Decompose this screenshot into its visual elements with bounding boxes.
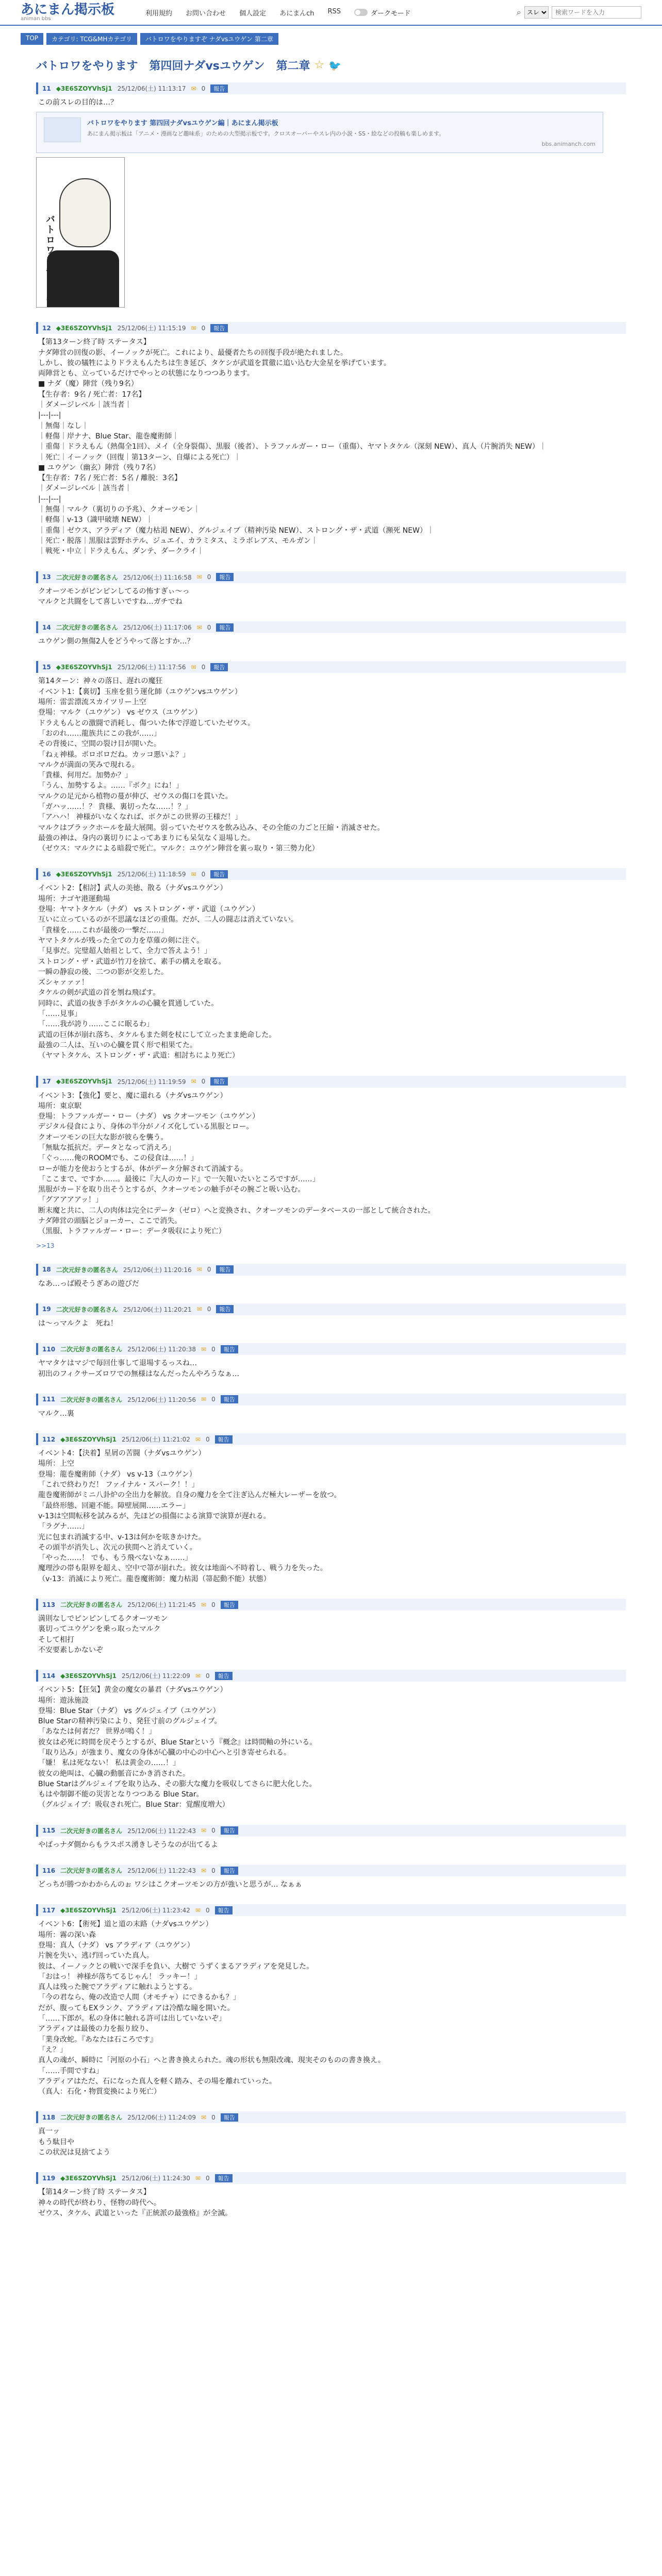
post-date: 25/12/06(土) 11:22:43 (127, 1867, 196, 1875)
thread-title-text: バトロワをやります 第四回ナダvsユウゲン 第二章 (36, 60, 310, 73)
nav-rss[interactable]: RSS (327, 7, 341, 15)
post (36, 2172, 626, 2218)
post-author: 二次元好きの匿名さん (60, 2114, 123, 2122)
post-number[interactable]: 111 (42, 1396, 56, 1403)
post-header (36, 322, 626, 334)
search-scope-select[interactable] (524, 6, 549, 19)
post-number[interactable]: 113 (42, 1601, 56, 1608)
search-icon[interactable]: ⌕ (517, 7, 521, 17)
breadcrumb-thread[interactable]: バトロワをやりますぞ ナダvsユウゲン 第二章 (140, 33, 278, 45)
post-date: 25/12/06(土) 11:22:09 (121, 1672, 190, 1680)
post-header (36, 1670, 626, 1682)
post-date: 25/12/06(土) 11:20:16 (123, 1266, 192, 1274)
post-header (36, 2172, 626, 2184)
post-author: ◆3E6SZOYVhSj1 (56, 870, 112, 878)
site-logo-sub: animan bbs (21, 16, 51, 22)
reply-count-icon[interactable]: ✉ (195, 1435, 201, 1443)
post-header (36, 1904, 626, 1916)
post-number[interactable]: 18 (42, 1266, 51, 1274)
post-body: 【第13ターン終了時 ステータス】 ナダ陣営の回復の影、イーノックが死亡。これにより、最優者たちの回復手段が絶たれました。 しかし、彼の犠牲によりドラえもんたちは生き延び、タケシが武道を貫徹に追い込む大金星を挙げています。 両陣営とも、立っているだけでやっとの状態になりつつあります。 ■ ナダ（魔）陣営（残り9名） 【生存者：9名 / 死亡者：17名】 ｜ダメージレベル｜該当者｜ |---|---| ｜無傷｜なし｜ ｜軽傷｜岸ナナ、Blue Star、龍巻魔術師｜ ｜重傷｜ドラえもん（熱傷全1回）、メイ（全身裂傷）、黒服（後者）、トラファルガー・ロー（重傷）、ヤマトタケル（深刻 NEW）、真人（片腕消失 NEW）｜ ｜死亡｜イーノック（回復｜第13ターン、自爆による死亡）｜ ■ ユウゲン（幽玄）陣営（残り7名） 【生存者：7名 / 死亡者：5名 / 離脱：3名】 ｜ダメージレベル｜該当者｜ |---|---| ｜無傷｜マルク（裏切りの予兆）、クオーツモン｜ ｜軽傷｜v-13（識甲破壊 NEW）｜ ｜重傷｜ゼウス、アラディア（魔力枯渇 NEW）、グルジェイブ（精神汚染 NEW）、ストロング・ザ・武道（瀕死 NEW）｜ ｜死亡・脱落｜黒服は雲野ホテル、ジュエイ、カラミタス、ミラボレアス、モルガン｜ ｜戦死・中立｜ドラえもん、ダンテ、ダークライ｜ (38, 338, 547, 556)
post-date: 25/12/06(土) 11:22:43 (127, 1827, 196, 1835)
reply-count: 0 (201, 870, 206, 878)
star-icon[interactable]: ☆ (314, 59, 325, 72)
post-author: 二次元好きの匿名さん (56, 1306, 118, 1313)
header-nav (145, 8, 341, 18)
post (36, 1264, 626, 1289)
post (36, 2111, 626, 2158)
character-face (59, 178, 111, 247)
report-button[interactable]: 報告 (216, 1305, 234, 1313)
search-input[interactable] (552, 6, 641, 19)
reply-count: 0 (211, 2113, 216, 2121)
post-header (36, 1825, 626, 1837)
post-header (36, 1303, 626, 1315)
reply-count-icon[interactable]: ✉ (201, 1345, 207, 1353)
post-body: 満則なしでピンピンしてるクオーツモン 裏切ってユウゲンを乗っ取ったマルク そして相打 不安要素しかないぞ (38, 1615, 168, 1654)
post-number[interactable]: 15 (42, 663, 51, 671)
post-date: 25/12/06(土) 11:18:59 (117, 871, 186, 878)
post-date: 25/12/06(土) 11:19:59 (117, 1078, 186, 1086)
post-header (36, 1343, 626, 1355)
reply-count-icon[interactable]: ✉ (201, 1396, 207, 1403)
post (36, 1076, 626, 1249)
report-button[interactable]: 報告 (221, 1601, 238, 1609)
post-number[interactable]: 118 (42, 2113, 56, 2121)
post-number[interactable]: 112 (42, 1435, 56, 1443)
post-body: イベント5：【狂気】黄金の魔女の暴君（ナダvsユウゲン） 場所：遊泳施設 登場：Blue Star（ナダ） vs グルジェイブ（ユウゲン） Blue Starの精神汚染により、発狂寸前のグルジェイブ。 「あなたは何者だ？ 世界が鳴く！」 彼女は必死に時間を戻そうとするが、Blue Starという『概念』は時間軸の外にいる。 「取り込み」が強まり、魔女の身体が心臓の中心の中心へと引き寄せられる。 「嫌！ 私は死なない！ 私は黄金の……！」 彼女の絶叫は、心臓の動脈音にかき消された。 Blue Starはグルジェイブを取り込み、その膨大な魔力を吸収してさらに肥大化した。 もはや制御不能の災害となりつつある Blue Star。 （グルジェイブ：吸収され死亡。Blue Star：覚醒度増大） (38, 1686, 317, 1809)
post-author: 二次元好きの匿名さん (60, 1396, 123, 1403)
post-header (36, 1394, 626, 1405)
post-author: ◆3E6SZOYVhSj1 (60, 1672, 117, 1680)
post-author: 二次元好きの匿名さん (60, 1827, 123, 1835)
post-list (36, 82, 626, 2218)
post-number[interactable]: 12 (42, 324, 51, 332)
post-author: 二次元好きの匿名さん (60, 1601, 123, 1609)
post-author: 二次元好きの匿名さん (60, 1867, 123, 1875)
breadcrumb (0, 26, 662, 49)
report-button[interactable]: 報告 (210, 870, 228, 878)
reply-count-icon[interactable]: ✉ (195, 1906, 201, 1914)
post (36, 621, 626, 647)
report-button[interactable]: 報告 (221, 1345, 238, 1353)
post-date: 25/12/06(土) 11:13:17 (117, 85, 186, 92)
post-body: クオーツモンがピンピンしてるの怖すぎぃ〜っ マルクと共闘をして喜しいですね…ガチでね (38, 587, 190, 606)
nav-settings[interactable]: 個人設定 (239, 9, 267, 18)
reply-count: 0 (211, 1601, 216, 1608)
link-url: bbs.animanch.com (541, 141, 595, 148)
report-button[interactable]: 報告 (215, 1435, 233, 1444)
post-header (36, 868, 626, 880)
post-number[interactable]: 16 (42, 870, 51, 878)
post (36, 1394, 626, 1419)
post (36, 322, 626, 556)
post-body: イベント6：【術死】道と道の末路（ナダvsユウゲン） 場所：霧の深い森 登場：真人（ナダ） vs アラディア（ユウゲン） 片腕を失い、逃げ回っていた真人。 彼は、イーノックとの戦いで深手を負い、大樹で うずくまるアラディアを発見した。 「おはっ！ 神様が落ちてるじゃん！ ラッキー！」 真人は残った腕でアラディアに触れようとする。 「今の君なら、俺の改造で人間（オモチャ）にできるかも？」 だが、腹ってもEXランク、アラディアは冷酷な瞳を開いた。 「……下郎が。私の身体に触れる許可は出していないぞ」 アラディアは最後の力を振り絞り、 「業身改蛇。『あなたは石ころです』 「え？」 真人の魂が、瞬時に「河原の小石」へと書き換えられた。魂の形状も無限改魂、現実そのものの書き換え。 「……手間ですね」 アラディアはただ、石になった真人を軽く踏み、その場を離れていった。 （真人：石化・物質変換により死亡） (38, 1920, 385, 2096)
report-button[interactable]: 報告 (210, 1077, 228, 1086)
post-body: ヤマタケはマジで毎回仕事して退場するっスね… 初出のフィクサーズロワでの無様はなんだったんやろうなぁ… (38, 1359, 240, 1378)
post-date: 25/12/06(土) 11:20:21 (123, 1306, 192, 1313)
post-header (36, 1264, 626, 1276)
post-number[interactable]: 19 (42, 1306, 51, 1313)
post-author: ◆3E6SZOYVhSj1 (56, 663, 112, 671)
post-date: 25/12/06(土) 11:23:42 (121, 1907, 190, 1914)
link-title[interactable]: バトロワをやります 第四回ナダvsユウゲン編｜あにまん掲示板 (87, 120, 278, 128)
nav-contact[interactable]: お問い合わせ (186, 9, 226, 18)
post-header (36, 1865, 626, 1876)
post (36, 868, 626, 1061)
post-header (36, 1599, 626, 1611)
post-header (36, 1433, 626, 1445)
post-body: ユウゲン側の無傷2人をどうやって落とすか…？ (38, 637, 194, 646)
post-number[interactable]: 110 (42, 1345, 56, 1353)
link-description: あにまん掲示板は「アニメ・漫画など趣味系」のための大型掲示板です。クロスオーバーやスレ内の小説・SS・絵などの投稿も楽しめます。 (87, 130, 445, 138)
post-author: ◆3E6SZOYVhSj1 (56, 84, 112, 92)
reply-count: 0 (201, 663, 206, 671)
nav-animanch[interactable]: あにまんch (279, 9, 315, 18)
post-body: やばっナダ側からもラスボス湧きしそうなのが出てるよ (38, 1840, 218, 1849)
reply-count: 0 (201, 84, 206, 92)
search-bar (517, 6, 641, 19)
page-title (36, 57, 626, 73)
post-body: 【第14ターン終了時 ステータス】 神々の時代が終わり、怪物の時代へ。 ゼウス、タケル、武道といった『正統派の最強格』が全滅。 (38, 2188, 233, 2217)
twitter-bird-icon[interactable]: 🐦 (328, 59, 342, 72)
post (36, 1904, 626, 2097)
dark-mode-toggle[interactable] (354, 8, 410, 18)
reply-count: 0 (211, 1827, 216, 1835)
post-body: 真一ッ もう駄目や この状況は見捨てよう (38, 2127, 110, 2157)
report-button[interactable]: 報告 (215, 2174, 233, 2182)
reply-count: 0 (207, 1306, 211, 1313)
reply-count: 0 (207, 623, 211, 631)
post-header (36, 621, 626, 633)
reply-count: 0 (201, 324, 206, 332)
post-date: 25/12/06(土) 11:15:19 (117, 325, 186, 332)
report-button[interactable]: 報告 (210, 324, 228, 332)
site-header (0, 0, 662, 26)
reply-count-icon[interactable]: ✉ (191, 870, 196, 878)
post (36, 82, 626, 308)
post-number[interactable]: 17 (42, 1078, 51, 1086)
reply-count: 0 (211, 1345, 216, 1353)
manga-panel-image[interactable] (36, 157, 125, 308)
post (36, 1670, 626, 1810)
post-body: イベント3：【強化】要と、魔に還れる（ナダvsユウゲン） 場所：東京駅 登場：トラファルガー・ロー（ナダ） vs クオーツモン（ユウゲン） デジタル侵食により、身体の半分がノイズ化している黒服とロー。 クオーツモンの巨大な影が彼らを襲う。 「無駄な抵抗だ。データとなって消えろ」 「ぐっ……俺のROOMでも、この侵食は……！」 ローが能力を使おうとするが、体がデータ分解されて消滅する。 「ここまで、ですか……。最後に『大人のカード』で一矢報いたいところですが……」 黒服がカードを取り出そうとするが、クオーツモンの触手がその腕ごと吸い込む。 「グアアアアッ！」 断末魔と共に、二人の肉体は完全にデータ（ゼロ）へと変換され、クオーツモンのデータベースの一部として統合された。 ナダ陣営の頭脳とジョーカー、ここで消失。 （黒服、トラファルガー・ロー：データ吸収により死亡） (38, 1091, 435, 1236)
reply-count: 0 (201, 1078, 206, 1086)
report-button[interactable]: 報告 (216, 623, 234, 632)
reply-count: 0 (205, 1672, 210, 1680)
report-button[interactable]: 報告 (216, 573, 234, 581)
reply-count-icon[interactable]: ✉ (201, 1827, 207, 1835)
post-body: イベント4：【決着】星屑の苦闘（ナダvsユウゲン） 場所：上空 登場：龍巻魔術師（ナダ） vs v-13（ユウゲン） 「これで終わりだ！ ファイナル・スパーク！！」 龍巻魔術師がミニ八卦炉の全出力を解放。自身の魔力を全て注ぎ込んだ極大レーザーを放つ。 「最終形態、回避不能。障壁展開……エラー」 v-13は空間転移を試みるが、先ほどの損傷による演算で演算が遅れる。 「ラグナ……」 光に包まれ消滅する中、v-13は何かを呟きかけた。 その頭半が消失し、次元の狭間へと消えていく。 「やった……！ でも、もう飛べないなぁ……」 魔理沙の帯も限界を超え、空中で箒が崩れた。彼女は地面へ不時着し、戦う力を失った。 （v-13：消滅により死亡。龍巻魔術師：魔力枯渇（箒起動不能）状態） (38, 1449, 341, 1583)
post-body: この前スレの目的は…？ (38, 98, 118, 107)
nav-terms[interactable]: 利用規約 (145, 9, 173, 18)
post-body: どっちが勝つかわからんのぉ ワシはこクオーツモンの方が強いと思うが… なぁぁ (38, 1880, 302, 1889)
reply-count-icon[interactable]: ✉ (191, 663, 196, 671)
post-number[interactable]: 115 (42, 1827, 56, 1835)
post (36, 1825, 626, 1850)
post-header (36, 661, 626, 673)
post (36, 1599, 626, 1655)
post-author: ◆3E6SZOYVhSj1 (60, 1435, 117, 1443)
post (36, 1433, 626, 1584)
site-logo[interactable]: あにまん掲示板 animan bbs (21, 2, 115, 22)
report-button[interactable]: 報告 (210, 663, 228, 671)
post-date: 25/12/06(土) 11:21:45 (127, 1601, 196, 1609)
post-author: 二次元好きの匿名さん (56, 573, 118, 581)
post-number[interactable]: 13 (42, 573, 51, 581)
post-header (36, 1076, 626, 1088)
report-button[interactable]: 報告 (221, 2113, 238, 2122)
reply-count: 0 (205, 2174, 210, 2182)
post-body: マルク…裏 (38, 1409, 74, 1418)
reply-count-icon[interactable]: ✉ (196, 1266, 202, 1274)
reply-count: 0 (207, 1266, 211, 1274)
reply-count-icon[interactable]: ✉ (195, 1672, 201, 1680)
report-button[interactable]: 報告 (215, 1906, 233, 1914)
post-number[interactable]: 114 (42, 1672, 56, 1680)
post-date: 25/12/06(土) 11:24:09 (127, 2114, 196, 2122)
post-header (36, 2111, 626, 2123)
report-button[interactable]: 報告 (221, 1395, 238, 1403)
post-author: 二次元好きの匿名さん (56, 624, 118, 632)
post-date: 25/12/06(土) 11:21:02 (121, 1436, 190, 1444)
reply-count-icon[interactable]: ✉ (196, 573, 202, 581)
post (36, 661, 626, 854)
reply-count: 0 (211, 1396, 216, 1403)
post-author: 二次元好きの匿名さん (56, 1266, 118, 1274)
post-date: 25/12/06(土) 11:17:06 (123, 624, 192, 632)
post-author: 二次元好きの匿名さん (60, 1346, 123, 1353)
post-number[interactable]: 119 (42, 2174, 56, 2182)
speech-bubble-text: バトロワをやります (44, 214, 55, 308)
post-body: イベント2：【相討】武人の美徳、散る（ナダvsユウゲン） 場所：ナゴヤ港運動場 登場：ヤマトタケル（ナダ） vs ストロング・ザ・武道（ユウゲン） 互いに立っているのが不思議なほどの重傷。だが、二人の闘志は消えていない。 「貴様を……これが最後の一撃だ……」 ヤマトタケルが残った全ての力を草薙の剣に注ぐ。 「見事だ。完璧超人始祖として、全力で答えよう！」 ストロング・ザ・武道が竹刀を捨て、素手の構えを取る。 一瞬の静寂の後、二つの影が交差した。 ズシャァァァ！ タケルの剣が武道の首を刎ね飛ばす。 同時に、武道の抜き手がタケルの心臓を貫通していた。 「……見事」 「……我が誇り……ここに眠るわ」 武道の巨体が崩れ落ち、タケルもまた剣を杖にして立ったまま絶命した。 最強の二人は、互いの心臓を貫く形で相果てた。 （ヤマトタケル、ストロング・ザ・武道：相討ちにより死亡） (38, 884, 298, 1060)
reply-count: 0 (205, 1906, 210, 1914)
post-body: は〜っマルクよ 死ね！ (38, 1319, 118, 1328)
breadcrumb-top[interactable]: TOP (21, 33, 43, 45)
post-date: 25/12/06(土) 11:24:30 (121, 2175, 190, 2182)
report-button[interactable]: 報告 (215, 1672, 233, 1680)
post-number[interactable]: 14 (42, 623, 51, 631)
reply-count-icon[interactable]: ✉ (195, 2174, 201, 2182)
post-date: 25/12/06(土) 11:17:56 (117, 664, 186, 671)
post-number[interactable]: 11 (42, 84, 51, 92)
reply-count-icon[interactable]: ✉ (191, 84, 196, 92)
reply-count-icon[interactable]: ✉ (191, 1078, 196, 1086)
post (36, 1303, 626, 1329)
reply-count: 0 (207, 573, 211, 581)
report-button[interactable]: 報告 (221, 1867, 238, 1875)
reply-count-icon[interactable]: ✉ (201, 1867, 207, 1874)
post (36, 1343, 626, 1379)
reply-count-icon[interactable]: ✉ (201, 2113, 207, 2121)
post-author: ◆3E6SZOYVhSj1 (60, 2174, 117, 2182)
reply-count-icon[interactable]: ✉ (201, 1601, 207, 1608)
reply-count-icon[interactable]: ✉ (191, 324, 196, 332)
reply-count: 0 (211, 1867, 216, 1874)
post-number[interactable]: 117 (42, 1906, 56, 1914)
dark-mode-label: ダークモード (371, 9, 411, 18)
post-header (36, 571, 626, 583)
reply-link[interactable]: >>13 (36, 1242, 55, 1249)
character-body (47, 250, 119, 308)
thread-main (0, 57, 662, 2218)
post-body: 第14ターン：神々の落日、遅れの魔狂 イベント1：【裏切】玉座を狙う運化師（ユウゲンvsユウゲン） 場所：雷雲漂流スカイツリー上空 登場：マルク（ユウゲン） vs ゼウス（ユウゲン） ドラえもんとの激闘で消耗し、傷ついた体で浮遊していたゼウス。 「おのれ……龍族共にこの我が……」 その背後に、空間の裂け目が開いた。 「ねぇ神様。ボロボロだね。カッコ悪いよ？」 マルクが満面の笑みで現れる。 「貴様、何用だ。加勢か？」 「うん、加勢するよ。……『ボク』にね！」 マルクの足元から植物の蔓が伸び、ゼウスの傷口を貫いた。 「ガハッ……！？ 貴様、裏切ったな……！？」 「アハハ！ 神様がいなくなれば、ボクがこの世界の王様だ！」 マルクはブラックホールを最大展開。弱っていたゼウスを飲み込み、その全能の力ごと圧縮・消滅させた。 最強の神は、身内の裏切りによってあまりにも呆気なく退場した。 （ゼウス：マルクによる暗殺で死亡。マルク：ユウゲン陣営を裏っ取り・第三勢力化） (38, 677, 385, 853)
post (36, 571, 626, 607)
report-button[interactable]: 報告 (221, 1826, 238, 1835)
link-preview-card[interactable] (36, 112, 603, 153)
link-thumbnail (44, 117, 81, 142)
reply-count-icon[interactable]: ✉ (196, 1306, 202, 1313)
post-author: ◆3E6SZOYVhSj1 (56, 324, 112, 332)
post-number[interactable]: 116 (42, 1867, 56, 1874)
breadcrumb-category[interactable]: カテゴリ: TCG&MHカテゴリ (46, 33, 137, 45)
post-date: 25/12/06(土) 11:20:56 (127, 1396, 196, 1403)
post-date: 25/12/06(土) 11:20:38 (127, 1346, 196, 1353)
post (36, 1865, 626, 1890)
report-button[interactable]: 報告 (216, 1265, 234, 1274)
report-button[interactable]: 報告 (210, 84, 228, 93)
post-header (36, 82, 626, 94)
post-date: 25/12/06(土) 11:16:58 (123, 573, 192, 581)
post-author: ◆3E6SZOYVhSj1 (60, 1906, 117, 1914)
reply-count: 0 (205, 1435, 210, 1443)
toggle-switch-icon[interactable] (354, 9, 368, 16)
post-body: なあ…っぱ殿そうぎあの遊びだ (38, 1279, 139, 1288)
reply-count-icon[interactable]: ✉ (196, 623, 202, 631)
post-author: ◆3E6SZOYVhSj1 (56, 1078, 112, 1086)
